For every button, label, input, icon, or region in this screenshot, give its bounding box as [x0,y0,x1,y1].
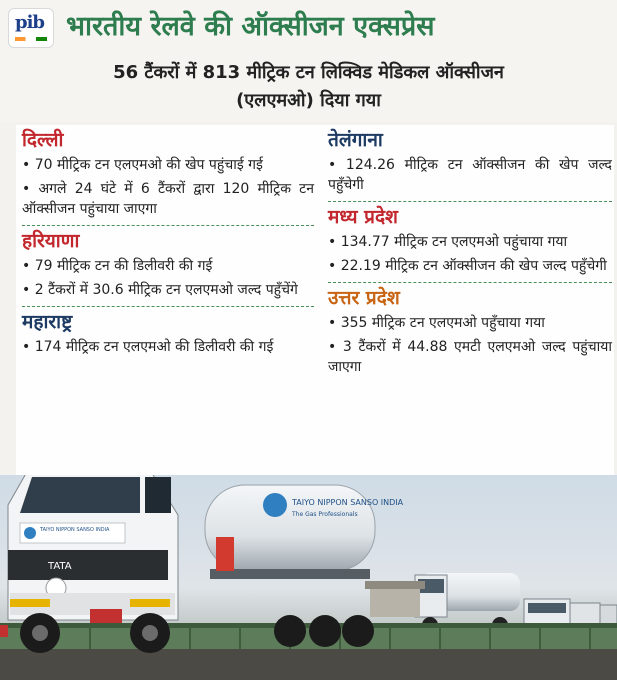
train-photo-illustration [0,475,617,680]
right-column [328,125,612,381]
tanker-tagline: The Gas Professionals [292,511,358,518]
pib-logo [8,8,54,48]
haryana-bullet-2: • 2 टैंकरों में 30.6 मीट्रिक टन एलएमओ जल्द पहुँचेंगे [22,282,298,298]
divider [22,225,314,226]
haryana-bullet-1: • 79 मीट्रिक टन की डिलीवरी की गई [22,258,213,274]
state-heading-madhya-pradesh: मध्य प्रदेश [328,206,398,228]
page-title: भारतीय रेलवे की ऑक्सीजन एक्सप्रेस [66,11,435,42]
mp-bullet-2: • 22.19 मीट्रिक टन ऑक्सीजन की खेप जल्द पहुँचेगी [328,258,607,274]
info-panel [16,125,614,475]
telangana-bullet-1: • 124.26 मीट्रिक टन ऑक्सीजन की खेप जल्द पहुँचेगी [328,157,612,193]
up-bullet-2: • 3 टैंकरों में 44.88 एमटी एलएमओ जल्द पहुंचाया जाएगा [328,339,612,375]
mp-bullet-1: • 134.77 मीट्रिक टन एलएमओ पहुंचाया गया [328,234,568,250]
left-column [22,125,314,361]
tanker-brand: TAIYO NIPPON SANSO INDIA [292,498,404,507]
tricolor-bar [15,37,47,41]
flat-wagon [0,627,617,649]
divider [328,201,612,202]
pib-logo-text: pib [15,12,45,33]
cab-brand: TAIYO NIPPON SANSO INDIA [40,527,110,533]
state-heading-uttar-pradesh: उत्तर प्रदेश [328,287,400,309]
subtitle-line-1: 56 टैंकरों में 813 मीट्रिक टन लिक्विड मेडिकल ऑक्सीजन [113,62,504,83]
state-heading-telangana: तेलंगाना [328,129,383,151]
state-heading-maharashtra: महाराष्ट्र [22,311,73,333]
state-heading-haryana: हरियाणा [22,230,80,252]
subtitle-line-2: (एलएमओ) दिया गया [236,90,381,111]
up-bullet-1: • 355 मीट्रिक टन एलएमओ पहुँचाया गया [328,315,545,331]
header [0,0,617,122]
truck-make: TATA [48,561,72,572]
train-photo [0,475,617,680]
delhi-bullet-2: • अगले 24 घंटे में 6 टैंकरों द्वारा 120 मीट्रिक टन ऑक्सीजन पहुंचाया जाएगा [22,181,314,217]
maharashtra-bullet-1: • 174 मीट्रिक टन एलएमओ की डिलीवरी की गई [22,339,274,355]
divider [328,282,612,283]
state-heading-delhi: दिल्ली [22,129,64,151]
divider [22,306,314,307]
delhi-bullet-1: • 70 मीट्रिक टन एलएमओ की खेप पहुंचाई गई [22,157,263,173]
